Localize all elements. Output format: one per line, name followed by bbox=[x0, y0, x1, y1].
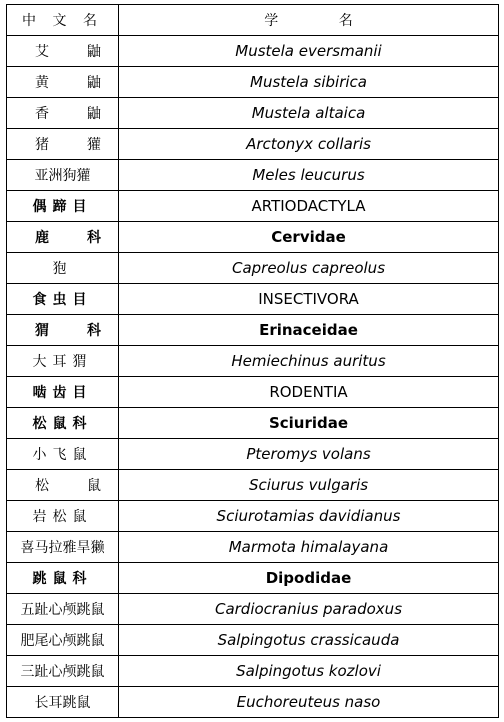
table-row-species bbox=[7, 129, 499, 160]
chinese-name-header: 中 文 名 bbox=[7, 5, 119, 36]
table-row-family bbox=[7, 315, 499, 346]
chinese-name-cell: 松鼠科 bbox=[7, 408, 119, 439]
chinese-name-part-2: 鼬 bbox=[87, 75, 101, 91]
table-row-species bbox=[7, 439, 499, 470]
chinese-name-cell: 岩松鼠 bbox=[7, 501, 119, 532]
table-row-species bbox=[7, 470, 499, 501]
species-table-body bbox=[7, 5, 499, 718]
chinese-name-cell bbox=[7, 222, 119, 253]
chinese-name-part-1: 黄 bbox=[35, 75, 49, 91]
table-row-species bbox=[7, 594, 499, 625]
chinese-name-cell: 食虫目 bbox=[7, 284, 119, 315]
table-row-species bbox=[7, 67, 499, 98]
chinese-name-part-2: 鼠 bbox=[87, 478, 101, 494]
chinese-name-part-1: 鹿 bbox=[35, 230, 49, 246]
chinese-name-cell bbox=[7, 129, 119, 160]
chinese-name-part-1: 猪 bbox=[35, 137, 49, 153]
chinese-name-cell: 肥尾心颅跳鼠 bbox=[7, 625, 119, 656]
scientific-name-cell: Sciurus vulgaris bbox=[119, 470, 499, 501]
scientific-name-cell: Capreolus capreolus bbox=[119, 253, 499, 284]
scientific-name-cell: Salpingotus crassicauda bbox=[119, 625, 499, 656]
scientific-name-cell: Dipodidae bbox=[119, 563, 499, 594]
table-row-species bbox=[7, 98, 499, 129]
scientific-name-cell: INSECTIVORA bbox=[119, 284, 499, 315]
scientific-name-cell: Marmota himalayana bbox=[119, 532, 499, 563]
chinese-name-part-2: 獾 bbox=[87, 137, 101, 153]
chinese-name-cell: 五趾心颅跳鼠 bbox=[7, 594, 119, 625]
chinese-name-cell: 偶蹄目 bbox=[7, 191, 119, 222]
table-row-order bbox=[7, 377, 499, 408]
chinese-name-cell bbox=[7, 470, 119, 501]
scientific-name-cell: Salpingotus kozlovi bbox=[119, 656, 499, 687]
scientific-name-cell: Sciurotamias davidianus bbox=[119, 501, 499, 532]
table-row-species bbox=[7, 253, 499, 284]
table-row-family bbox=[7, 563, 499, 594]
scientific-name-cell: Arctonyx collaris bbox=[119, 129, 499, 160]
table-row-species bbox=[7, 346, 499, 377]
chinese-name-part-2: 科 bbox=[87, 323, 101, 339]
chinese-name-cell: 三趾心颅跳鼠 bbox=[7, 656, 119, 687]
scientific-name-cell: Pteromys volans bbox=[119, 439, 499, 470]
chinese-name-cell: 大耳猬 bbox=[7, 346, 119, 377]
chinese-name-cell: 狍 bbox=[7, 253, 119, 284]
table-row-species bbox=[7, 36, 499, 67]
chinese-name-cell bbox=[7, 36, 119, 67]
scientific-name-cell: Mustela altaica bbox=[119, 98, 499, 129]
chinese-name-cell: 亚洲狗獾 bbox=[7, 160, 119, 191]
chinese-name-part-2: 鼬 bbox=[87, 106, 101, 122]
chinese-name-cell: 喜马拉雅旱獭 bbox=[7, 532, 119, 563]
scientific-name-cell: Meles leucurus bbox=[119, 160, 499, 191]
chinese-name-cell bbox=[7, 315, 119, 346]
table-row-order bbox=[7, 191, 499, 222]
chinese-name-cell: 小飞鼠 bbox=[7, 439, 119, 470]
scientific-name-cell: ARTIODACTYLA bbox=[119, 191, 499, 222]
chinese-name-cell: 长耳跳鼠 bbox=[7, 687, 119, 718]
table-row-species bbox=[7, 532, 499, 563]
scientific-name-cell: Erinaceidae bbox=[119, 315, 499, 346]
scientific-name-header-label: 学 名 bbox=[264, 13, 381, 29]
scientific-name-cell: Euchoreuteus naso bbox=[119, 687, 499, 718]
species-table bbox=[6, 4, 499, 718]
table-row-order bbox=[7, 284, 499, 315]
table-row-species bbox=[7, 625, 499, 656]
chinese-name-cell bbox=[7, 67, 119, 98]
table-row-species bbox=[7, 687, 499, 718]
table-row-species bbox=[7, 160, 499, 191]
scientific-name-cell: Hemiechinus auritus bbox=[119, 346, 499, 377]
chinese-name-cell: 跳鼠科 bbox=[7, 563, 119, 594]
scientific-name-cell: Mustela eversmanii bbox=[119, 36, 499, 67]
scientific-name-cell: Cervidae bbox=[119, 222, 499, 253]
scientific-name-header bbox=[119, 5, 499, 36]
chinese-name-part-2: 鼬 bbox=[87, 44, 101, 60]
chinese-name-cell bbox=[7, 98, 119, 129]
scientific-name-cell: RODENTIA bbox=[119, 377, 499, 408]
chinese-name-part-1: 猬 bbox=[35, 323, 49, 339]
chinese-name-part-1: 松 bbox=[35, 478, 49, 494]
chinese-name-part-1: 香 bbox=[35, 106, 49, 122]
table-row-family bbox=[7, 408, 499, 439]
scientific-name-cell: Mustela sibirica bbox=[119, 67, 499, 98]
scientific-name-cell: Sciuridae bbox=[119, 408, 499, 439]
chinese-name-part-2: 科 bbox=[87, 230, 101, 246]
table-header-row bbox=[7, 5, 499, 36]
table-row-species bbox=[7, 656, 499, 687]
table-row-family bbox=[7, 222, 499, 253]
scientific-name-cell: Cardiocranius paradoxus bbox=[119, 594, 499, 625]
chinese-name-cell: 啮齿目 bbox=[7, 377, 119, 408]
chinese-name-part-1: 艾 bbox=[35, 44, 49, 60]
table-row-species bbox=[7, 501, 499, 532]
